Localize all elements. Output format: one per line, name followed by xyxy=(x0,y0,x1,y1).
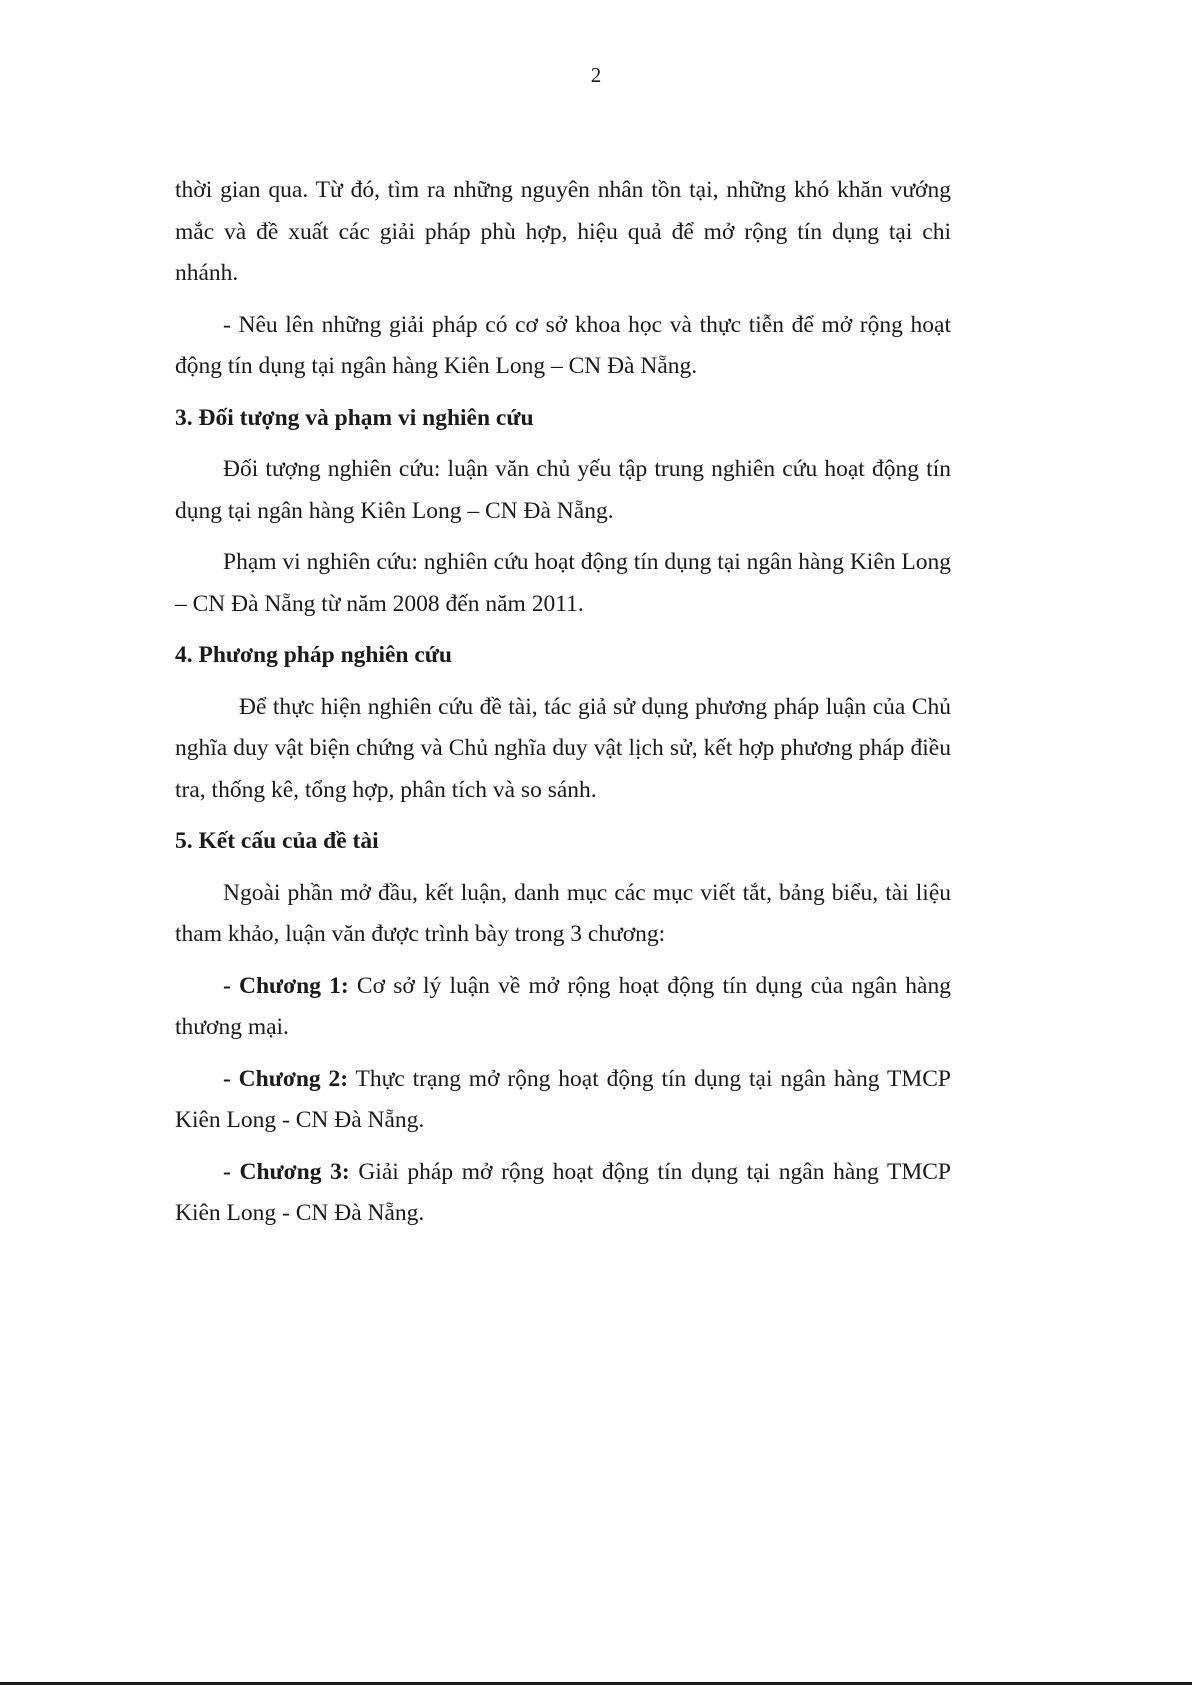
section-heading-structure: 5. Kết cấu của đề tài xyxy=(175,828,379,854)
paragraph-method: Để thực hiện nghiên cứu đề tài, tác giả sử dụng phương pháp luận của Chủ nghĩa duy vật biện chứng và Chủ nghĩa duy vật lịch sử, kết hợp phương pháp điều tra, thống kê, tổng hợp, phân tích và so sánh. xyxy=(175,693,951,803)
chapter-item-1 xyxy=(175,966,951,1049)
paragraph-continuation: thời gian qua. Từ đó, tìm ra những nguyên nhân tồn tại, những khó khăn vướng mắc và đề xuất các giải pháp phù hợp, hiệu quả để mở rộng tín dụng tại chi nhánh. xyxy=(175,177,951,286)
section-heading-method: 4. Phương pháp nghiên cứu xyxy=(175,642,452,668)
paragraph-research-object: Đối tượng nghiên cứu: luận văn chủ yếu tập trung nghiên cứu hoạt động tín dụng tại ngân hàng Kiên Long – CN Đà Nẵng. xyxy=(175,456,951,524)
paragraph-solutions: - Nêu lên những giải pháp có cơ sở khoa học và thực tiễn để mở rộng hoạt động tín dụng tại ngân hàng Kiên Long – CN Đà Nẵng. xyxy=(175,311,951,379)
chapter-text: Thực trạng mở rộng hoạt động tín dụng tại ngân hàng TMCP Kiên Long - CN Đà Nẵng. xyxy=(175,1065,951,1133)
chapter-label: - Chương 2: xyxy=(223,1065,349,1092)
paragraph-structure: Ngoài phần mở đầu, kết luận, danh mục các mục viết tắt, bảng biểu, tài liệu tham khảo, luận văn được trình bày trong 3 chương: xyxy=(175,879,951,947)
chapter-label: - Chương 3: xyxy=(223,1158,350,1185)
page-number: 2 xyxy=(590,63,602,87)
chapter-label: - Chương 1: xyxy=(223,972,349,999)
paragraph-research-scope: Phạm vi nghiên cứu: nghiên cứu hoạt động tín dụng tại ngân hàng Kiên Long – CN Đà Nẵng từ năm 2008 đến năm 2011. xyxy=(175,549,951,617)
chapter-text: Cơ sở lý luận về mở rộng hoạt động tín dụng của ngân hàng thương mại. xyxy=(175,972,951,1040)
chapter-item-2 xyxy=(175,1059,951,1142)
chapter-text: Giải pháp mở rộng hoạt động tín dụng tại ngân hàng TMCP Kiên Long - CN Đà Nẵng. xyxy=(175,1158,951,1226)
chapter-item-3 xyxy=(175,1152,951,1235)
section-heading-scope: 3. Đối tượng và phạm vi nghiên cứu xyxy=(175,404,534,431)
document-body xyxy=(175,170,951,1245)
